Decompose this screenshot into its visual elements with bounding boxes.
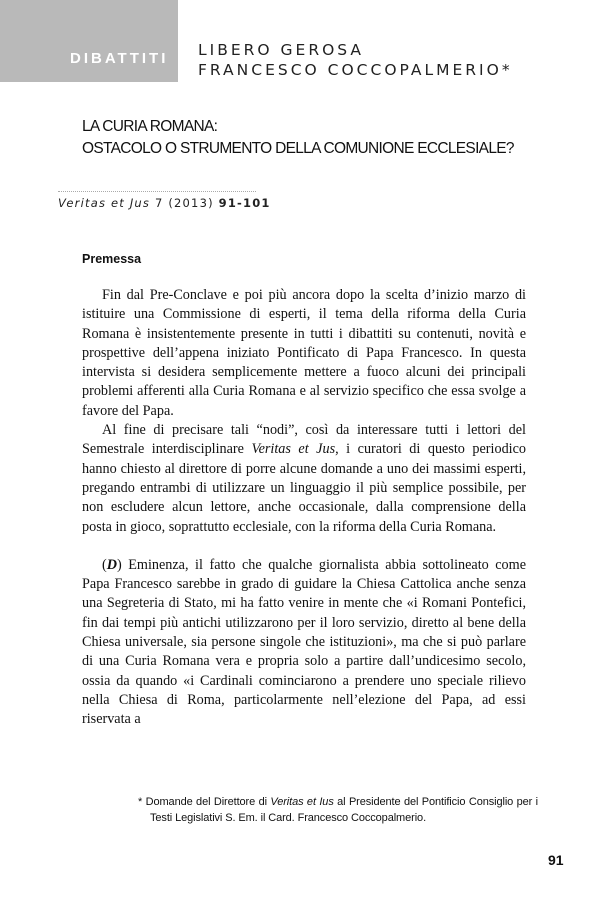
section-heading: Premessa <box>82 252 142 266</box>
page-range: 91-101 <box>218 196 271 210</box>
footnote-marker: * <box>138 796 143 808</box>
article-title <box>82 116 582 160</box>
author-name: LIBERO GEROSA <box>198 41 365 59</box>
footnote-italic: Veritas et Ius <box>270 796 334 808</box>
footnote: * Domande del Direttore di Veritas et Ius al Presidente del Pontificio Consiglio per i Testi Legislativi S. Em. il Card. Francesco Coccopalmerio. <box>138 796 538 824</box>
authors-block <box>198 40 513 80</box>
title-line: OSTACOLO O STRUMENTO DELLA COMUNIONE ECCLESIALE? <box>82 140 514 157</box>
body-text <box>82 286 526 730</box>
journal-name: Veritas et Jus <box>58 196 151 210</box>
question-marker: D <box>106 556 117 573</box>
page-number: 91 <box>548 852 564 868</box>
divider <box>58 191 256 192</box>
question-paragraph: (D) Eminenza, il fatto che qualche giornalista abbia sottolineato come Papa Francesco sarebbe in grado di guidare la Chiesa Cattolica anche senza una Segreteria di Stato, mi ha fatto venire in mente che «i Romani Pontefici, fin dai tempi più antichi utilizzarono per il loro servizio, diretto al bene della Chiesa universale, sia persone singole che istituzioni», ma che si può parlare di una Curia Romana vera e propria solo a partire dall’undicesimo secolo, ossia da quando «i Cardinali cominciarono a prendere uno speciale rilievo nella Chiesa di Roma, particolarmente nell’elezione del Papa, ad essi riservata a <box>82 556 526 728</box>
journal-name-italic: Veritas et Jus <box>251 441 336 458</box>
author-name: FRANCESCO COCCOPALMERIO* <box>198 61 513 79</box>
section-banner <box>0 0 178 82</box>
citation-line <box>58 196 271 210</box>
paragraph: Al fine di precisare tali “nodi”, così da interessare tutti i lettori del Semestrale interdisciplinare Veritas et Jus, i curatori di questo periodico hanno chiesto al direttore di porre alcune domande a uno dei massimi esperti, pregando entrambi di utilizzare un linguaggio il più semplice possibile, per non escludere alcun lettore, anche occasionale, dalla comprensione della posta in gioco, soprattutto ecclesiale, con la riforma della Curia Romana. <box>82 422 526 535</box>
volume-year: 7 (2013) <box>154 196 214 210</box>
title-line: LA CURIA ROMANA: <box>82 118 218 135</box>
paragraph: Fin dal Pre-Conclave e poi più ancora dopo la scelta d’inizio marzo di istituire una Commissione di esperti, il tema della riforma della Curia Romana è insistentemente presente in tutti i dibattiti su contenuti, novità e prospettive dell’appena iniziato Pontificato di Papa Francesco. In questa intervista si desidera semplicemente mettere a fuoco alcuni dei principali problemi afferenti alla Curia Romana e al servizio specifico che essa svolge a favore del Papa. <box>82 287 526 419</box>
section-label: DIBATTITI <box>70 50 169 67</box>
